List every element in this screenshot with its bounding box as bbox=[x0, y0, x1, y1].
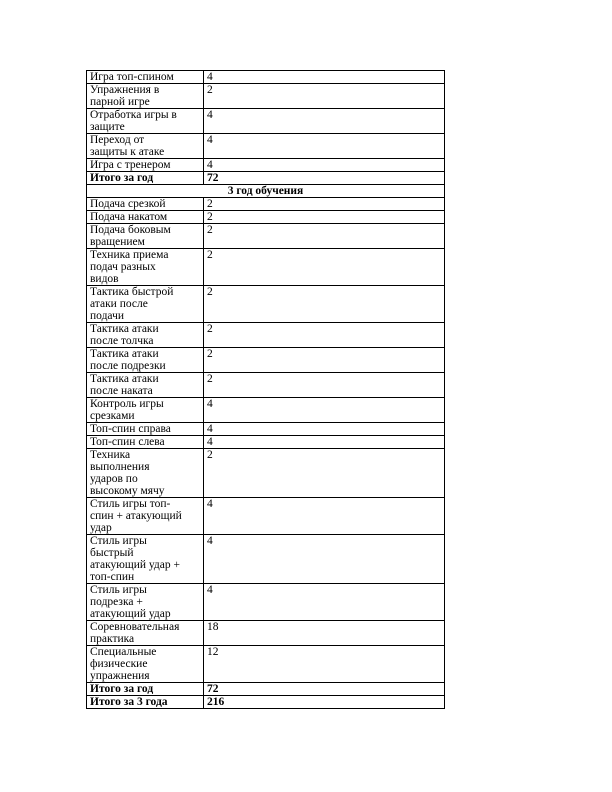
topic-text: Подача боковым вращением bbox=[90, 224, 171, 248]
hours-cell bbox=[204, 423, 445, 436]
topic-cell bbox=[87, 71, 204, 84]
hours-cell bbox=[204, 498, 445, 535]
hours-cell bbox=[204, 646, 445, 683]
topic-cell bbox=[87, 159, 204, 172]
topic-cell bbox=[87, 584, 204, 621]
hours-cell bbox=[204, 373, 445, 398]
total-label bbox=[87, 172, 204, 185]
topic-text: Итого за год bbox=[90, 683, 154, 695]
hours-text: 4 bbox=[207, 159, 213, 171]
topic-text: Подача накатом bbox=[90, 211, 168, 223]
topic-text: Итого за 3 года bbox=[90, 696, 168, 708]
hours-table bbox=[86, 70, 445, 709]
hours-cell bbox=[204, 84, 445, 109]
topic-cell bbox=[87, 449, 204, 498]
hours-text: 72 bbox=[207, 683, 219, 695]
hours-cell bbox=[204, 449, 445, 498]
topic-text: Тактика быстрой атаки после подачи bbox=[90, 286, 174, 322]
hours-text: 4 bbox=[207, 71, 213, 83]
topic-text: Контроль игры срезками bbox=[90, 398, 164, 422]
topic-cell bbox=[87, 211, 204, 224]
table-row bbox=[87, 71, 445, 84]
hours-cell bbox=[204, 621, 445, 646]
topic-cell bbox=[87, 198, 204, 211]
hours-text: 2 bbox=[207, 249, 213, 261]
hours-text: 2 bbox=[207, 286, 213, 298]
topic-text: Специальные физические упражнения bbox=[90, 646, 157, 682]
table-row bbox=[87, 621, 445, 646]
table-row bbox=[87, 159, 445, 172]
total-hours bbox=[204, 696, 445, 709]
hours-text: 2 bbox=[207, 449, 213, 461]
hours-text: 2 bbox=[207, 373, 213, 385]
hours-cell bbox=[204, 535, 445, 584]
hours-cell bbox=[204, 436, 445, 449]
topic-text: Стиль игры быстрый атакующий удар + топ-спин bbox=[90, 535, 180, 583]
total-label bbox=[87, 696, 204, 709]
total-label bbox=[87, 683, 204, 696]
total-hours bbox=[204, 683, 445, 696]
hours-text: 4 bbox=[207, 498, 213, 510]
topic-text: Стиль игры подрезка + атакующий удар bbox=[90, 584, 171, 620]
table-row bbox=[87, 398, 445, 423]
topic-cell bbox=[87, 373, 204, 398]
topic-cell bbox=[87, 348, 204, 373]
table-row bbox=[87, 323, 445, 348]
topic-text: Итого за год bbox=[90, 172, 154, 184]
table-row bbox=[87, 436, 445, 449]
hours-cell bbox=[204, 159, 445, 172]
topic-cell bbox=[87, 109, 204, 134]
topic-cell bbox=[87, 249, 204, 286]
section-header-row bbox=[87, 185, 445, 198]
topic-text: Тактика атаки после подрезки bbox=[90, 348, 166, 372]
hours-text: 216 bbox=[207, 696, 225, 708]
topic-text: Тактика атаки после толчка bbox=[90, 323, 159, 347]
topic-text: Топ-спин справа bbox=[90, 423, 171, 435]
topic-text: Стиль игры топ- спин + атакующий удар bbox=[90, 498, 182, 534]
table-row bbox=[87, 423, 445, 436]
hours-cell bbox=[204, 398, 445, 423]
hours-text: 18 bbox=[207, 621, 219, 633]
total-row bbox=[87, 683, 445, 696]
table-row bbox=[87, 109, 445, 134]
table-row bbox=[87, 224, 445, 249]
hours-text: 4 bbox=[207, 436, 213, 448]
topic-text: Переход от защиты к атаке bbox=[90, 134, 165, 158]
topic-cell bbox=[87, 134, 204, 159]
table-row bbox=[87, 348, 445, 373]
topic-text: Игра топ-спином bbox=[90, 71, 174, 83]
hours-text: 2 bbox=[207, 348, 213, 360]
hours-text: 2 bbox=[207, 211, 213, 223]
table-row bbox=[87, 373, 445, 398]
hours-cell bbox=[204, 323, 445, 348]
hours-cell bbox=[204, 348, 445, 373]
topic-text: Техника выполнения ударов по высокому мячу bbox=[90, 449, 165, 497]
hours-cell bbox=[204, 584, 445, 621]
topic-cell bbox=[87, 286, 204, 323]
topic-text: Отработка игры в защите bbox=[90, 109, 177, 133]
topic-text: Топ-спин слева bbox=[90, 436, 165, 448]
hours-cell bbox=[204, 134, 445, 159]
table-row bbox=[87, 449, 445, 498]
topic-cell bbox=[87, 646, 204, 683]
hours-text: 2 bbox=[207, 224, 213, 236]
topic-text: Соревновательная практика bbox=[90, 621, 180, 645]
total-hours bbox=[204, 172, 445, 185]
total-row bbox=[87, 172, 445, 185]
hours-text: 2 bbox=[207, 323, 213, 335]
hours-text: 12 bbox=[207, 646, 219, 658]
topic-cell bbox=[87, 621, 204, 646]
hours-cell bbox=[204, 286, 445, 323]
topic-cell bbox=[87, 498, 204, 535]
hours-cell bbox=[204, 71, 445, 84]
topic-cell bbox=[87, 423, 204, 436]
hours-text: 4 bbox=[207, 423, 213, 435]
topic-text: Подача срезкой bbox=[90, 198, 166, 210]
hours-cell bbox=[204, 109, 445, 134]
table-row bbox=[87, 498, 445, 535]
hours-text: 72 bbox=[207, 172, 219, 184]
hours-cell bbox=[204, 224, 445, 249]
hours-table-body bbox=[87, 71, 445, 709]
table-row bbox=[87, 249, 445, 286]
hours-cell bbox=[204, 211, 445, 224]
topic-cell bbox=[87, 436, 204, 449]
topic-text: Техника приема подач разных видов bbox=[90, 249, 169, 285]
hours-text: 2 bbox=[207, 84, 213, 96]
topic-text: Упражнения в парной игре bbox=[90, 84, 160, 108]
total-row bbox=[87, 696, 445, 709]
hours-text: 4 bbox=[207, 398, 213, 410]
section-title: 3 год обучения bbox=[87, 185, 445, 198]
hours-text: 4 bbox=[207, 134, 213, 146]
hours-cell bbox=[204, 249, 445, 286]
topic-text: Игра с тренером bbox=[90, 159, 171, 171]
hours-text: 4 bbox=[207, 109, 213, 121]
topic-cell bbox=[87, 323, 204, 348]
table-row bbox=[87, 535, 445, 584]
table-row bbox=[87, 134, 445, 159]
topic-cell bbox=[87, 398, 204, 423]
hours-text: 2 bbox=[207, 198, 213, 210]
table-row bbox=[87, 211, 445, 224]
topic-cell bbox=[87, 535, 204, 584]
table-row bbox=[87, 84, 445, 109]
topic-cell bbox=[87, 224, 204, 249]
table-row bbox=[87, 584, 445, 621]
hours-cell bbox=[204, 198, 445, 211]
table-row bbox=[87, 646, 445, 683]
topic-cell bbox=[87, 84, 204, 109]
hours-text: 4 bbox=[207, 584, 213, 596]
topic-text: Тактика атаки после наката bbox=[90, 373, 159, 397]
hours-text: 4 bbox=[207, 535, 213, 547]
table-row bbox=[87, 286, 445, 323]
table-row bbox=[87, 198, 445, 211]
